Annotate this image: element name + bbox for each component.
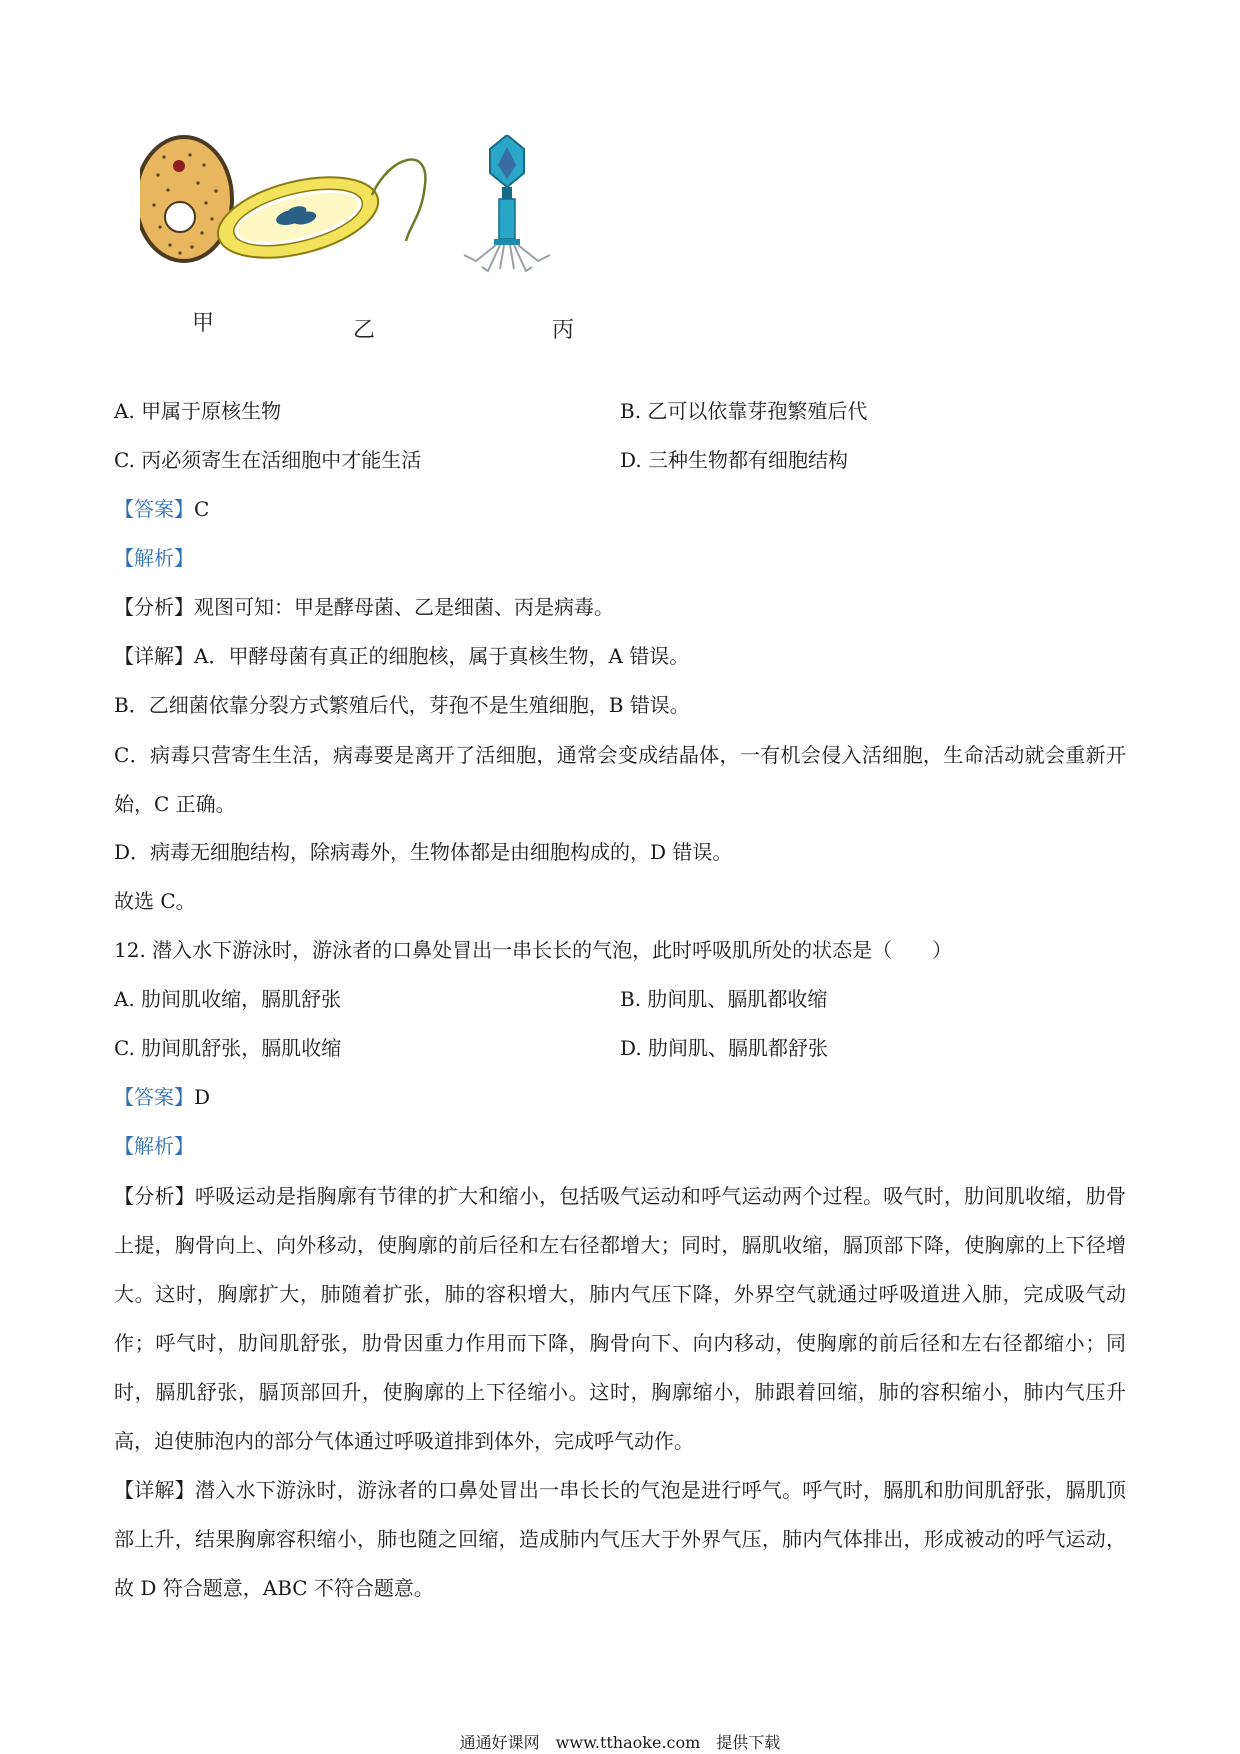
q11-fenxi	[114, 593, 614, 621]
q11-option-d: D. 三种生物都有细胞结构	[620, 448, 849, 472]
q11-detail-c: C．病毒只营寄生生活，病毒要是离开了活细胞，通常会变成结晶体，一有机会侵入活细胞，生命活动就会重新开始，C 正确。	[114, 743, 1126, 816]
q11-option-b: B. 乙可以依靠芽孢繁殖后代	[620, 399, 868, 423]
bacteriophage-illustration	[464, 135, 550, 271]
q12-answer	[114, 1083, 210, 1111]
figure-caption-bing: 丙	[552, 318, 575, 343]
q12-analysis-tag: 【解析】	[114, 1134, 194, 1158]
fenxi-tag: 【分析】	[114, 595, 194, 619]
yeast-illustration	[140, 137, 232, 261]
fenxi-text: 观图可知：甲是酵母菌、乙是细菌、丙是病毒。	[194, 595, 614, 619]
fenxi-tag: 【分析】	[114, 1184, 195, 1208]
detail-text: 潜入水下游泳时，游泳者的口鼻处冒出一串长长的气泡是进行呼气。呼气时，膈肌和肋间肌舒张，膈肌顶部上升，结果胸廓容积缩小，肺也随之回缩，造成肺内气压大于外界气压，肺内气体排出，形成被动的呼气运动，故 D 符合题意，ABC 不符合题意。	[114, 1478, 1127, 1600]
q12-fenxi	[114, 1172, 1126, 1466]
page-footer: 通通好课网 www.tthaoke.com 提供下载	[459, 1733, 781, 1752]
answer-tag: 【答案】	[114, 1085, 194, 1109]
q11-detail-a	[114, 642, 689, 670]
answer-value: D	[194, 1085, 211, 1109]
q11-conclusion: 故选 C。	[114, 889, 196, 913]
q11-analysis-tag: 【解析】	[114, 546, 194, 570]
q12-option-d: D. 肋间肌、膈肌都舒张	[620, 1036, 829, 1060]
q11-answer	[114, 495, 209, 523]
answer-tag: 【答案】	[114, 497, 194, 521]
xiangjie-tag: 【详解】	[114, 1478, 195, 1502]
figure-caption-jia: 甲	[192, 311, 215, 336]
bacterium-illustration	[210, 160, 426, 273]
xiangjie-tag: 【详解】	[114, 644, 194, 668]
q12-option-a: A. 肋间肌收缩，膈肌舒张	[114, 987, 342, 1011]
q12-question: 12. 潜入水下游泳时，游泳者的口鼻处冒出一串长长的气泡，此时呼吸肌所处的状态是（ ）	[114, 938, 953, 962]
q11-detail-d: D．病毒无细胞结构，除病毒外，生物体都是由细胞构成的，D 错误。	[114, 840, 733, 864]
q11-detail-b: B．乙细菌依靠分裂方式繁殖后代，芽孢不是生殖细胞，B 错误。	[114, 693, 690, 717]
detail-a-text: A．甲酵母菌有真正的细胞核，属于真核生物，A 错误。	[194, 644, 690, 668]
q12-option-b: B. 肋间肌、膈肌都收缩	[620, 987, 828, 1011]
figure-caption-yi: 乙	[353, 318, 376, 343]
q11-option-c: C. 丙必须寄生在活细胞中才能生活	[114, 448, 422, 472]
q12-option-c: C. 肋间肌舒张，膈肌收缩	[114, 1036, 342, 1060]
q11-option-a: A. 甲属于原核生物	[114, 399, 282, 423]
q12-detail	[114, 1466, 1126, 1613]
fenxi-text: 呼吸运动是指胸廓有节律的扩大和缩小，包括吸气运动和呼气运动两个过程。吸气时，肋间肌收缩，肋骨上提，胸骨向上、向外移动，使胸廓的前后径和左右径都增大；同时，膈肌收缩，膈顶部下降，使胸廓的上下径增大。这时，胸廓扩大，肺随着扩张，肺的容积增大，肺内气压下降，外界空气就通过呼吸道进入肺，完成吸气动作；呼气时，肋间肌舒张，肋骨因重力作用而下降，胸骨向下、向内移动，使胸廓的前后径和左右径都缩小；同时，膈肌舒张，膈顶部回升，使胸廓的上下径缩小。这时，胸廓缩小，肺跟着回缩，肺的容积缩小，肺内气压升高，迫使肺泡内的部分气体通过呼吸道排到体外，完成呼气动作。	[114, 1184, 1127, 1453]
answer-value: C	[194, 497, 210, 521]
